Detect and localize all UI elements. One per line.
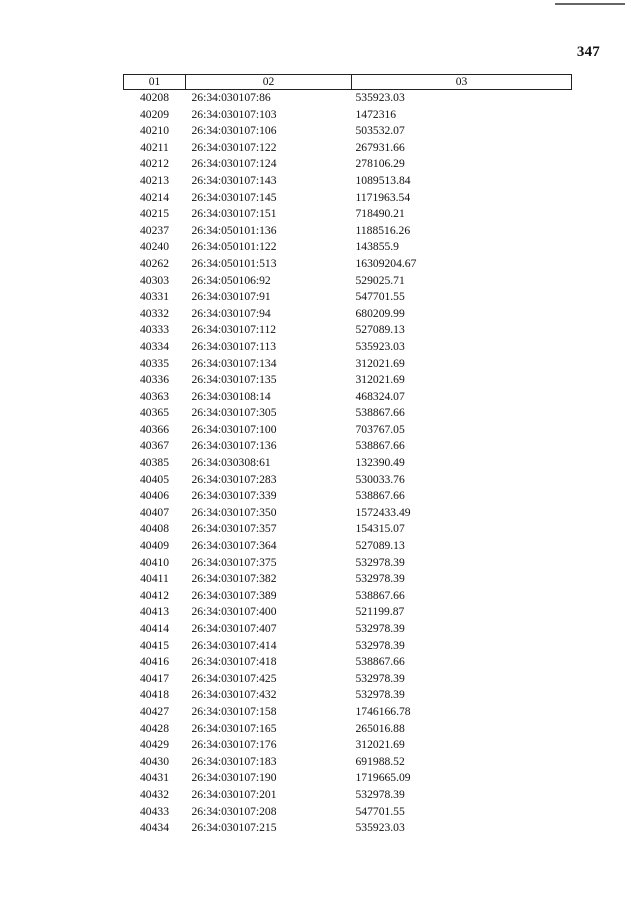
cell-id: 40237 (140, 223, 169, 237)
cell-value: 532978.39 (355, 688, 405, 702)
table-row (124, 223, 572, 240)
cell-value: 312021.69 (355, 738, 405, 752)
table-row (124, 438, 572, 455)
cell-value: 532978.39 (355, 572, 405, 586)
column-header-03: 03 (352, 75, 572, 90)
cell-id: 40208 (140, 91, 169, 104)
table-row (124, 488, 572, 505)
cell-id: 40331 (140, 290, 169, 304)
cell-value: 530033.76 (355, 472, 405, 486)
cell-cadastral-number: 26:34:030107:122 (191, 140, 277, 154)
cell-value: 532978.39 (355, 622, 405, 635)
cell-value: 521199.87 (355, 605, 405, 619)
cell-value: 1572433.49 (355, 505, 411, 519)
cell-id: 40210 (140, 124, 169, 138)
table-row (124, 455, 572, 472)
cell-value: 691988.52 (355, 754, 405, 768)
cell-value: 718490.21 (355, 207, 405, 221)
cell-cadastral-number: 26:34:030107:94 (191, 306, 271, 320)
cell-cadastral-number: 26:34:030107:389 (191, 588, 277, 602)
cell-value: 527089.13 (355, 323, 405, 337)
table-row (124, 571, 572, 588)
cell-value: 265016.88 (355, 721, 405, 735)
table-row (124, 588, 572, 605)
cell-value: 312021.69 (355, 356, 405, 370)
table-row (124, 820, 572, 837)
cell-cadastral-number: 26:34:030107:103 (191, 107, 277, 121)
table-row (124, 505, 572, 522)
cell-cadastral-number: 26:34:030107:134 (191, 356, 277, 370)
cell-cadastral-number: 26:34:030107:208 (191, 804, 277, 818)
cell-value: 529025.71 (355, 273, 405, 287)
cell-cadastral-number: 26:34:030107:176 (191, 738, 277, 752)
table-row (124, 389, 572, 406)
cell-value: 535923.03 (355, 339, 405, 353)
cell-cadastral-number: 26:34:030107:145 (191, 190, 277, 204)
cell-cadastral-number: 26:34:030107:86 (191, 91, 271, 104)
cell-value: 535923.03 (355, 91, 405, 104)
cell-id: 40430 (140, 754, 169, 768)
cell-value: 267931.66 (355, 140, 405, 154)
cell-id: 40412 (140, 588, 169, 602)
cell-cadastral-number: 26:34:030308:61 (191, 456, 271, 470)
cell-value: 532978.39 (355, 671, 405, 685)
cell-cadastral-number: 26:34:030107:143 (191, 173, 277, 187)
cell-cadastral-number: 26:34:030107:414 (191, 638, 277, 652)
cell-cadastral-number: 26:34:030107:418 (191, 655, 277, 669)
table-row (124, 422, 572, 439)
cell-value: 680209.99 (355, 306, 405, 320)
cell-value: 132390.49 (355, 456, 405, 470)
cell-id: 40415 (140, 638, 169, 652)
table-row (124, 372, 572, 389)
cell-value: 538867.66 (355, 439, 405, 453)
cell-id: 40432 (140, 787, 169, 801)
cell-cadastral-number: 26:34:030107:201 (191, 787, 277, 801)
table-row (124, 356, 572, 373)
page-number: 347 (576, 44, 600, 60)
cell-id: 40336 (140, 373, 169, 387)
cell-value: 538867.66 (355, 655, 405, 669)
cell-value: 312021.69 (355, 373, 405, 387)
cell-value: 16309204.67 (355, 256, 417, 270)
cell-cadastral-number: 26:34:050101:136 (191, 223, 277, 237)
cell-cadastral-number: 26:34:030107:407 (191, 622, 277, 635)
table-row (124, 472, 572, 489)
cell-value: 1188516.26 (355, 223, 411, 237)
cell-id: 40209 (140, 107, 169, 121)
cell-cadastral-number: 26:34:030107:425 (191, 671, 277, 685)
cell-value: 703767.05 (355, 422, 405, 436)
table-row (124, 638, 572, 655)
table-row (124, 704, 572, 721)
table-row (124, 687, 572, 704)
cell-id: 40409 (140, 539, 169, 553)
cell-cadastral-number: 26:34:030107:283 (191, 472, 277, 486)
cell-cadastral-number: 26:34:030107:100 (191, 422, 277, 436)
cell-id: 40262 (140, 256, 169, 270)
cell-id: 40408 (140, 522, 169, 536)
cell-id: 40414 (140, 622, 169, 635)
table-row (124, 289, 572, 306)
cell-id: 40215 (140, 207, 169, 221)
cell-cadastral-number: 26:34:030107:113 (191, 339, 277, 353)
cell-id: 40433 (140, 804, 169, 818)
cell-value: 154315.07 (355, 522, 405, 536)
cell-value: 1746166.78 (355, 704, 411, 718)
cell-id: 40429 (140, 738, 169, 752)
cell-value: 1171963.54 (355, 190, 411, 204)
table-row (124, 804, 572, 821)
cell-cadastral-number: 26:34:030107:375 (191, 555, 277, 569)
table-row (124, 256, 572, 273)
table-row (124, 123, 572, 140)
table-row (124, 140, 572, 157)
table-row (124, 405, 572, 422)
cell-id: 40303 (140, 273, 169, 287)
table-row (124, 538, 572, 555)
data-table (123, 74, 572, 837)
cell-cadastral-number: 26:34:050106:92 (191, 273, 271, 287)
cell-value: 538867.66 (355, 588, 405, 602)
cell-id: 40427 (140, 704, 169, 718)
cell-value: 532978.39 (355, 555, 405, 569)
cell-value: 535923.03 (355, 821, 405, 835)
table-row (124, 322, 572, 339)
cell-value: 538867.66 (355, 406, 405, 420)
cell-id: 40366 (140, 422, 169, 436)
table-row (124, 156, 572, 173)
cell-cadastral-number: 26:34:030107:135 (191, 373, 277, 387)
cell-id: 40367 (140, 439, 169, 453)
cell-id: 40335 (140, 356, 169, 370)
table-row (124, 770, 572, 787)
cell-value: 1719665.09 (355, 771, 411, 785)
cell-value: 468324.07 (355, 389, 405, 403)
cell-id: 40385 (140, 456, 169, 470)
cell-value: 532978.39 (355, 787, 405, 801)
table-row (124, 754, 572, 771)
table-row (124, 621, 572, 638)
cell-id: 40240 (140, 240, 169, 254)
cell-value: 503532.07 (355, 124, 405, 138)
cell-cadastral-number: 26:34:030107:339 (191, 489, 277, 503)
cell-cadastral-number: 26:34:030107:91 (191, 290, 271, 304)
cell-cadastral-number: 26:34:030107:183 (191, 754, 277, 768)
cell-id: 40333 (140, 323, 169, 337)
cell-id: 40334 (140, 339, 169, 353)
cell-id: 40411 (140, 572, 169, 586)
cell-cadastral-number: 26:34:030107:124 (191, 157, 277, 171)
data-table-container (123, 74, 571, 837)
table-header-row (124, 75, 572, 90)
cell-id: 40332 (140, 306, 169, 320)
cell-id: 40417 (140, 671, 169, 685)
cell-value: 143855.9 (355, 240, 399, 254)
cell-id: 40214 (140, 190, 169, 204)
table-row (124, 273, 572, 290)
cell-cadastral-number: 26:34:030107:158 (191, 704, 277, 718)
cell-value: 547701.55 (355, 290, 405, 304)
table-row (124, 107, 572, 124)
table-body (124, 90, 572, 837)
cell-id: 40365 (140, 406, 169, 420)
table-row (124, 90, 572, 107)
table-row (124, 521, 572, 538)
cell-cadastral-number: 26:34:030107:364 (191, 539, 277, 553)
cell-value: 547701.55 (355, 804, 405, 818)
cell-cadastral-number: 26:34:030107:106 (191, 124, 277, 138)
table-row (124, 173, 572, 190)
cell-value: 538867.66 (355, 489, 405, 503)
cell-value: 1089513.84 (355, 173, 411, 187)
cell-id: 40405 (140, 472, 169, 486)
table-row (124, 671, 572, 688)
cell-value: 527089.13 (355, 539, 405, 553)
cell-cadastral-number: 26:34:030108:14 (191, 389, 271, 403)
table-row (124, 737, 572, 754)
cell-cadastral-number: 26:34:030107:357 (191, 522, 277, 536)
cell-id: 40406 (140, 489, 169, 503)
table-row (124, 306, 572, 323)
cell-id: 40418 (140, 688, 169, 702)
cell-id: 40212 (140, 157, 169, 171)
cell-cadastral-number: 26:34:030107:400 (191, 605, 277, 619)
cell-value: 532978.39 (355, 638, 405, 652)
cell-id: 40431 (140, 771, 169, 785)
cell-id: 40213 (140, 173, 169, 187)
table-row (124, 654, 572, 671)
table-row (124, 555, 572, 572)
cell-id: 40434 (140, 821, 169, 835)
cell-id: 40410 (140, 555, 169, 569)
cell-cadastral-number: 26:34:030107:190 (191, 771, 277, 785)
cell-cadastral-number: 26:34:030107:382 (191, 572, 277, 586)
cell-cadastral-number: 26:34:030107:165 (191, 721, 277, 735)
column-header-01: 01 (124, 75, 186, 90)
table-row (124, 721, 572, 738)
cell-cadastral-number: 26:34:030107:112 (191, 323, 277, 337)
column-header-02: 02 (186, 75, 352, 90)
cell-cadastral-number: 26:34:030107:432 (191, 688, 277, 702)
cell-cadastral-number: 26:34:050101:513 (191, 256, 277, 270)
cell-cadastral-number: 26:34:030107:151 (191, 207, 277, 221)
cell-id: 40413 (140, 605, 169, 619)
cell-value: 278106.29 (355, 157, 405, 171)
table-row (124, 787, 572, 804)
cell-value: 1472316 (355, 107, 397, 121)
cell-id: 40416 (140, 655, 169, 669)
cell-cadastral-number: 26:34:030107:305 (191, 406, 277, 420)
table-row (124, 206, 572, 223)
cell-id: 40363 (140, 389, 169, 403)
cell-id: 40211 (140, 140, 169, 154)
cell-cadastral-number: 26:34:030107:215 (191, 821, 277, 835)
top-edge-rule (555, 3, 625, 5)
table-row (124, 339, 572, 356)
table-row (124, 604, 572, 621)
cell-id: 40428 (140, 721, 169, 735)
cell-cadastral-number: 26:34:050101:122 (191, 240, 277, 254)
table-row (124, 190, 572, 207)
cell-cadastral-number: 26:34:030107:350 (191, 505, 277, 519)
cell-id: 40407 (140, 505, 169, 519)
table-row (124, 239, 572, 256)
cell-cadastral-number: 26:34:030107:136 (191, 439, 277, 453)
